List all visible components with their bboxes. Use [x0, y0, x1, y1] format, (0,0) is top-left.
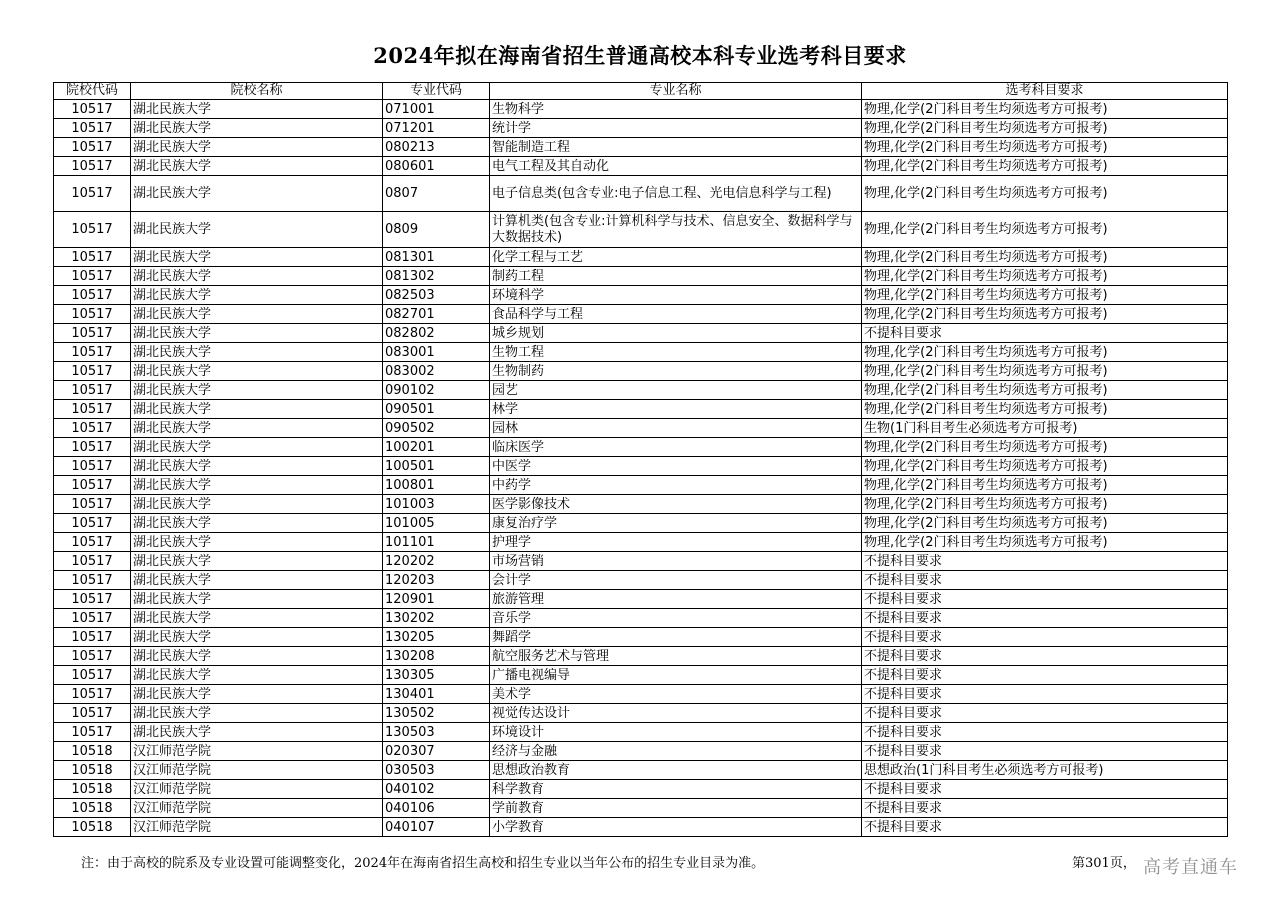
table-row: [54, 343, 1228, 362]
cell-school-code: 10517: [54, 609, 131, 628]
table-row: [54, 476, 1228, 495]
cell-major-code: 083001: [383, 343, 490, 362]
cell-school-code: 10517: [54, 552, 131, 571]
cell-school-name: 湖北民族大学: [131, 343, 383, 362]
cell-major-name: 美术学: [490, 685, 862, 704]
cell-major-code: 083002: [383, 362, 490, 381]
cell-requirement: 不提科目要求: [862, 799, 1228, 818]
cell-major-code: 071001: [383, 100, 490, 119]
cell-requirement: 物理,化学(2门科目考生均须选考方可报考): [862, 400, 1228, 419]
subject-requirements-table: [53, 82, 1228, 837]
cell-requirement: 物理,化学(2门科目考生均须选考方可报考): [862, 119, 1228, 138]
cell-school-code: 10518: [54, 742, 131, 761]
cell-requirement: 不提科目要求: [862, 818, 1228, 837]
table-row: [54, 119, 1228, 138]
cell-major-name: 会计学: [490, 571, 862, 590]
cell-major-code: 120901: [383, 590, 490, 609]
cell-requirement: 物理,化学(2门科目考生均须选考方可报考): [862, 267, 1228, 286]
cell-school-code: 10517: [54, 438, 131, 457]
cell-requirement: 物理,化学(2门科目考生均须选考方可报考): [862, 248, 1228, 267]
cell-school-name: 湖北民族大学: [131, 176, 383, 212]
cell-school-code: 10518: [54, 780, 131, 799]
cell-requirement: 不提科目要求: [862, 780, 1228, 799]
table-row: [54, 685, 1228, 704]
cell-school-name: 湖北民族大学: [131, 723, 383, 742]
table-row: [54, 248, 1228, 267]
table-row: [54, 761, 1228, 780]
cell-major-name: 计算机类(包含专业:计算机科学与技术、信息安全、数据科学与大数据技术): [490, 212, 862, 248]
table-row: [54, 514, 1228, 533]
cell-major-code: 081302: [383, 267, 490, 286]
table-row: [54, 704, 1228, 723]
cell-school-name: 湖北民族大学: [131, 362, 383, 381]
cell-requirement: 不提科目要求: [862, 723, 1228, 742]
cell-school-code: 10517: [54, 212, 131, 248]
cell-requirement: 不提科目要求: [862, 552, 1228, 571]
table-header-row: [54, 83, 1228, 100]
cell-school-code: 10517: [54, 286, 131, 305]
cell-school-code: 10518: [54, 761, 131, 780]
cell-requirement: 不提科目要求: [862, 324, 1228, 343]
cell-major-code: 081301: [383, 248, 490, 267]
table-row: [54, 628, 1228, 647]
table-body: [54, 100, 1228, 837]
cell-requirement: 不提科目要求: [862, 704, 1228, 723]
cell-major-name: 视觉传达设计: [490, 704, 862, 723]
table-row: [54, 212, 1228, 248]
cell-major-name: 食品科学与工程: [490, 305, 862, 324]
cell-school-name: 湖北民族大学: [131, 438, 383, 457]
cell-major-code: 040107: [383, 818, 490, 837]
cell-major-code: 130305: [383, 666, 490, 685]
cell-school-code: 10517: [54, 324, 131, 343]
cell-major-name: 统计学: [490, 119, 862, 138]
cell-school-code: 10517: [54, 495, 131, 514]
cell-school-name: 汉江师范学院: [131, 761, 383, 780]
cell-major-name: 科学教育: [490, 780, 862, 799]
cell-major-name: 护理学: [490, 533, 862, 552]
cell-school-name: 湖北民族大学: [131, 248, 383, 267]
cell-requirement: 不提科目要求: [862, 647, 1228, 666]
cell-requirement: 物理,化学(2门科目考生均须选考方可报考): [862, 157, 1228, 176]
cell-school-name: 湖北民族大学: [131, 628, 383, 647]
table-row: [54, 381, 1228, 400]
cell-school-name: 湖北民族大学: [131, 552, 383, 571]
cell-school-name: 湖北民族大学: [131, 100, 383, 119]
cell-requirement: 不提科目要求: [862, 742, 1228, 761]
table-row: [54, 438, 1228, 457]
cell-major-code: 101003: [383, 495, 490, 514]
cell-major-name: 小学教育: [490, 818, 862, 837]
cell-school-name: 汉江师范学院: [131, 799, 383, 818]
cell-requirement: 物理,化学(2门科目考生均须选考方可报考): [862, 305, 1228, 324]
cell-school-name: 湖北民族大学: [131, 400, 383, 419]
cell-school-code: 10517: [54, 305, 131, 324]
cell-major-name: 医学影像技术: [490, 495, 862, 514]
cell-major-name: 经济与金融: [490, 742, 862, 761]
cell-school-name: 湖北民族大学: [131, 514, 383, 533]
cell-major-name: 林学: [490, 400, 862, 419]
cell-requirement: 物理,化学(2门科目考生均须选考方可报考): [862, 381, 1228, 400]
cell-school-code: 10517: [54, 533, 131, 552]
page-number: 第301页，: [1072, 856, 1136, 871]
cell-major-name: 旅游管理: [490, 590, 862, 609]
table-row: [54, 324, 1228, 343]
table-row: [54, 571, 1228, 590]
cell-major-name: 电气工程及其自动化: [490, 157, 862, 176]
cell-school-code: 10517: [54, 400, 131, 419]
cell-major-name: 生物科学: [490, 100, 862, 119]
cell-school-name: 湖北民族大学: [131, 666, 383, 685]
cell-requirement: 物理,化学(2门科目考生均须选考方可报考): [862, 438, 1228, 457]
cell-major-code: 080601: [383, 157, 490, 176]
cell-school-name: 湖北民族大学: [131, 533, 383, 552]
cell-major-name: 航空服务艺术与管理: [490, 647, 862, 666]
cell-school-code: 10517: [54, 381, 131, 400]
cell-school-name: 湖北民族大学: [131, 685, 383, 704]
table-row: [54, 647, 1228, 666]
cell-major-code: 130202: [383, 609, 490, 628]
cell-school-name: 湖北民族大学: [131, 119, 383, 138]
cell-school-code: 10517: [54, 362, 131, 381]
cell-school-code: 10517: [54, 100, 131, 119]
cell-school-name: 湖北民族大学: [131, 609, 383, 628]
cell-major-name: 智能制造工程: [490, 138, 862, 157]
cell-school-name: 湖北民族大学: [131, 476, 383, 495]
cell-major-name: 音乐学: [490, 609, 862, 628]
cell-requirement: 物理,化学(2门科目考生均须选考方可报考): [862, 495, 1228, 514]
table-row: [54, 799, 1228, 818]
table-row: [54, 419, 1228, 438]
cell-school-name: 湖北民族大学: [131, 704, 383, 723]
cell-major-code: 101101: [383, 533, 490, 552]
cell-school-code: 10517: [54, 590, 131, 609]
cell-major-name: 中医学: [490, 457, 862, 476]
cell-major-code: 082503: [383, 286, 490, 305]
cell-school-code: 10518: [54, 799, 131, 818]
cell-major-code: 082701: [383, 305, 490, 324]
cell-requirement: 物理,化学(2门科目考生均须选考方可报考): [862, 362, 1228, 381]
table-row: [54, 100, 1228, 119]
cell-school-code: 10517: [54, 476, 131, 495]
cell-school-name: 湖北民族大学: [131, 324, 383, 343]
cell-school-name: 汉江师范学院: [131, 742, 383, 761]
cell-major-code: 090502: [383, 419, 490, 438]
cell-requirement: 物理,化学(2门科目考生均须选考方可报考): [862, 100, 1228, 119]
header-requirement: 选考科目要求: [862, 83, 1228, 100]
cell-major-name: 化学工程与工艺: [490, 248, 862, 267]
table-row: [54, 666, 1228, 685]
cell-major-code: 120203: [383, 571, 490, 590]
cell-major-code: 100201: [383, 438, 490, 457]
cell-major-code: 0809: [383, 212, 490, 248]
cell-major-code: 130208: [383, 647, 490, 666]
cell-school-name: 汉江师范学院: [131, 818, 383, 837]
cell-requirement: 不提科目要求: [862, 628, 1228, 647]
cell-major-name: 康复治疗学: [490, 514, 862, 533]
cell-major-name: 园艺: [490, 381, 862, 400]
cell-school-code: 10517: [54, 157, 131, 176]
cell-school-name: 湖北民族大学: [131, 419, 383, 438]
cell-school-name: 湖北民族大学: [131, 212, 383, 248]
cell-major-code: 100801: [383, 476, 490, 495]
cell-major-code: 080213: [383, 138, 490, 157]
cell-school-code: 10517: [54, 248, 131, 267]
cell-major-code: 090102: [383, 381, 490, 400]
cell-major-code: 020307: [383, 742, 490, 761]
cell-school-name: 湖北民族大学: [131, 267, 383, 286]
cell-school-name: 湖北民族大学: [131, 647, 383, 666]
cell-major-name: 市场营销: [490, 552, 862, 571]
cell-major-code: 090501: [383, 400, 490, 419]
cell-requirement: 物理,化学(2门科目考生均须选考方可报考): [862, 343, 1228, 362]
cell-requirement: 不提科目要求: [862, 571, 1228, 590]
cell-requirement: 生物(1门科目考生必须选考方可报考): [862, 419, 1228, 438]
cell-requirement: 物理,化学(2门科目考生均须选考方可报考): [862, 533, 1228, 552]
cell-requirement: 物理,化学(2门科目考生均须选考方可报考): [862, 138, 1228, 157]
cell-school-code: 10517: [54, 343, 131, 362]
table-row: [54, 609, 1228, 628]
cell-school-name: 湖北民族大学: [131, 286, 383, 305]
cell-requirement: 物理,化学(2门科目考生均须选考方可报考): [862, 514, 1228, 533]
table-row: [54, 362, 1228, 381]
table-row: [54, 176, 1228, 212]
cell-school-name: 汉江师范学院: [131, 780, 383, 799]
cell-school-code: 10517: [54, 267, 131, 286]
cell-major-code: 082802: [383, 324, 490, 343]
cell-school-name: 湖北民族大学: [131, 457, 383, 476]
page-title: 2024年拟在海南省招生普通高校本科专业选考科目要求: [373, 43, 907, 68]
cell-school-code: 10517: [54, 723, 131, 742]
table-row: [54, 590, 1228, 609]
cell-major-code: 130205: [383, 628, 490, 647]
cell-major-code: 130401: [383, 685, 490, 704]
cell-major-name: 中药学: [490, 476, 862, 495]
cell-school-code: 10517: [54, 138, 131, 157]
cell-school-code: 10517: [54, 571, 131, 590]
cell-major-name: 制药工程: [490, 267, 862, 286]
cell-major-code: 030503: [383, 761, 490, 780]
table-row: [54, 157, 1228, 176]
header-school-name: 院校名称: [131, 83, 383, 100]
cell-school-name: 湖北民族大学: [131, 590, 383, 609]
table-row: [54, 400, 1228, 419]
cell-major-code: 130502: [383, 704, 490, 723]
cell-major-code: 0807: [383, 176, 490, 212]
table-row: [54, 267, 1228, 286]
cell-major-code: 120202: [383, 552, 490, 571]
cell-requirement: 物理,化学(2门科目考生均须选考方可报考): [862, 286, 1228, 305]
cell-school-name: 湖北民族大学: [131, 157, 383, 176]
table-row: [54, 780, 1228, 799]
cell-school-code: 10517: [54, 704, 131, 723]
cell-major-code: 100501: [383, 457, 490, 476]
cell-major-name: 园林: [490, 419, 862, 438]
cell-school-name: 湖北民族大学: [131, 381, 383, 400]
cell-school-name: 湖北民族大学: [131, 305, 383, 324]
watermark-text: 高考直通车: [1143, 857, 1238, 878]
table-row: [54, 818, 1228, 837]
cell-school-code: 10517: [54, 685, 131, 704]
cell-requirement: 物理,化学(2门科目考生均须选考方可报考): [862, 476, 1228, 495]
cell-major-name: 生物工程: [490, 343, 862, 362]
cell-major-name: 广播电视编导: [490, 666, 862, 685]
cell-school-code: 10517: [54, 119, 131, 138]
cell-requirement: 物理,化学(2门科目考生均须选考方可报考): [862, 457, 1228, 476]
table-row: [54, 305, 1228, 324]
cell-school-code: 10517: [54, 514, 131, 533]
cell-school-code: 10517: [54, 176, 131, 212]
table-row: [54, 457, 1228, 476]
cell-major-code: 130503: [383, 723, 490, 742]
cell-requirement: 思想政治(1门科目考生必须选考方可报考): [862, 761, 1228, 780]
cell-requirement: 不提科目要求: [862, 590, 1228, 609]
cell-school-code: 10517: [54, 628, 131, 647]
cell-school-name: 湖北民族大学: [131, 495, 383, 514]
table-row: [54, 552, 1228, 571]
cell-school-code: 10517: [54, 457, 131, 476]
cell-major-code: 040102: [383, 780, 490, 799]
cell-major-name: 临床医学: [490, 438, 862, 457]
cell-school-name: 湖北民族大学: [131, 571, 383, 590]
cell-requirement: 物理,化学(2门科目考生均须选考方可报考): [862, 212, 1228, 248]
table-row: [54, 723, 1228, 742]
cell-major-code: 101005: [383, 514, 490, 533]
cell-major-name: 学前教育: [490, 799, 862, 818]
cell-major-name: 电子信息类(包含专业:电子信息工程、光电信息科学与工程): [490, 176, 862, 212]
cell-school-code: 10517: [54, 647, 131, 666]
cell-school-name: 湖北民族大学: [131, 138, 383, 157]
header-major-code: 专业代码: [383, 83, 490, 100]
footnote: 注：由于高校的院系及专业设置可能调整变化，2024年在海南省招生高校和招生专业以当年公布的招生专业目录为准。: [81, 856, 765, 871]
table-row: [54, 495, 1228, 514]
table-row: [54, 286, 1228, 305]
cell-major-name: 生物制药: [490, 362, 862, 381]
cell-major-code: 071201: [383, 119, 490, 138]
cell-requirement: 不提科目要求: [862, 609, 1228, 628]
cell-major-name: 环境设计: [490, 723, 862, 742]
table-row: [54, 742, 1228, 761]
table-row: [54, 533, 1228, 552]
header-major-name: 专业名称: [490, 83, 862, 100]
cell-school-code: 10518: [54, 818, 131, 837]
cell-requirement: 不提科目要求: [862, 666, 1228, 685]
table-row: [54, 138, 1228, 157]
cell-major-name: 思想政治教育: [490, 761, 862, 780]
cell-school-code: 10517: [54, 419, 131, 438]
cell-major-name: 舞蹈学: [490, 628, 862, 647]
header-school-code: 院校代码: [54, 83, 131, 100]
cell-major-code: 040106: [383, 799, 490, 818]
cell-requirement: 物理,化学(2门科目考生均须选考方可报考): [862, 176, 1228, 212]
cell-major-name: 环境科学: [490, 286, 862, 305]
cell-requirement: 不提科目要求: [862, 685, 1228, 704]
cell-major-name: 城乡规划: [490, 324, 862, 343]
cell-school-code: 10517: [54, 666, 131, 685]
